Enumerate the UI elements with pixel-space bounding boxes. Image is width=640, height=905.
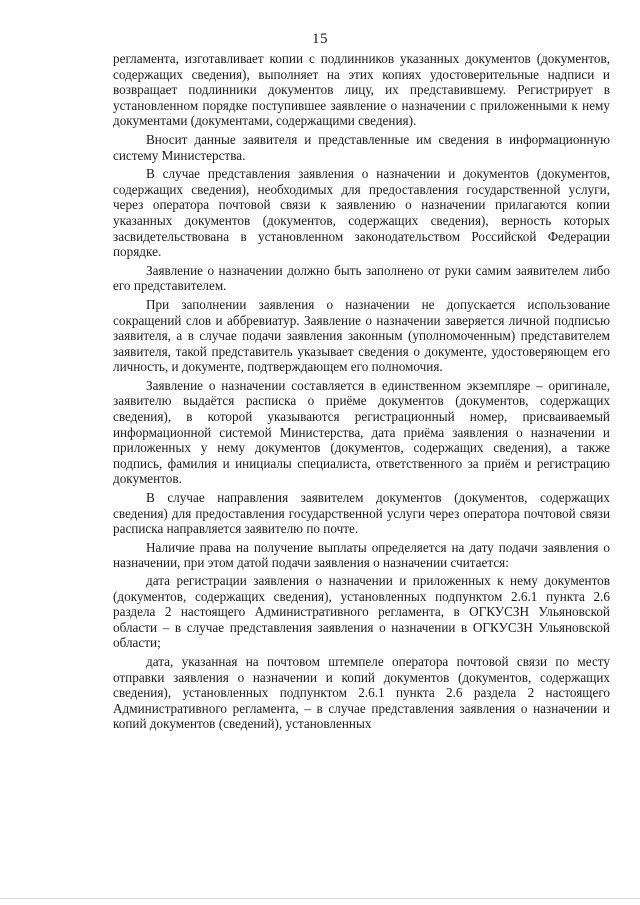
paragraph-registration-date: дата регистрации заявления о назначении и приложенных к нему документов (документов, содержащих сведения), установленных подпунктом 2.6.1 пункта 2.6 раздела 2 настоящего Административного регламента, в ОГКУСЗН Ульяновской области – в случае представления заявления о назначении в ОГКУСЗН Ульяновской области; [113, 573, 610, 651]
page-number: 15 [312, 31, 328, 47]
paragraph-enter-data: Вносит данные заявителя и представленные им сведения в информационную систему Министерства. [113, 131, 610, 163]
paragraph-receipt-by-mail: В случае направления заявителем документов (документов, содержащих сведения) для предоставления государственной услуги через оператора почтовой связи расписка направляется заявителю по почте. [113, 490, 610, 537]
paragraph-single-copy: Заявление о назначении составляется в единственном экземпляре – оригинале, заявителю выдаётся расписка о приёме документов (документов, содержащих сведения), в которой указываются регистрационный номер, присваиваемый информационной системой Министерства, дата приёма заявления о назначении и приложенных у нему документов (документов, содержащих сведения), а также подпись, фамилия и инициалы специалиста, ответственного за приём и регистрацию документов. [113, 377, 610, 487]
document-body [113, 51, 610, 732]
paragraph-postal-submission: В случае представления заявления о назначении и документов (документов, содержащих сведения), необходимых для предоставления государственной услуги, через оператора почтовой связи к заявлению о назначении прилагаются копии указанных документов (документов, содержащих сведения), верность которых засвидетельствована в установленном законодательством Российской Федерации порядке. [113, 166, 610, 260]
paragraph-no-abbreviations: При заполнении заявления о назначении не допускается использование сокращений слов и аббревиатур. Заявление о назначении заверяется личной подписью заявителя, а в случае подачи заявления законным (уполномоченным) представителем заявителя, такой представитель указывает сведения о документе, удостоверяющем его личность, и документе, подтверждающем его полномочия. [113, 296, 610, 375]
page-bottom-edge [0, 898, 640, 899]
paragraph-reglament-copies: регламента, изготавливает копии с подлинников указанных документов (документов, содержащих сведения), выполняет на этих копиях удостоверительные надписи и возвращает подлинники документов лицу, их представившему. Регистрирует в установленном порядке поступившее заявление о назначении с приложенными к нему документами (документами, содержащими сведения). [113, 51, 610, 129]
paragraph-handwritten: Заявление о назначении должно быть заполнено от руки самим заявителем либо его представителем. [113, 262, 610, 294]
paragraph-postmark-date: дата, указанная на почтовом штемпеле оператора почтовой связи по месту отправки заявления о назначении и копий документов (документов, содержащих сведения), установленных подпунктом 2.6.1 пункта 2.6 раздела 2 настоящего Административного регламента, – в случае представления заявления о назначении и копий документов (сведений), установленных [113, 653, 610, 732]
paragraph-right-to-payment: Наличие права на получение выплаты определяется на дату подачи заявления о назначении, при этом датой подачи заявления о назначении считается: [113, 539, 610, 571]
